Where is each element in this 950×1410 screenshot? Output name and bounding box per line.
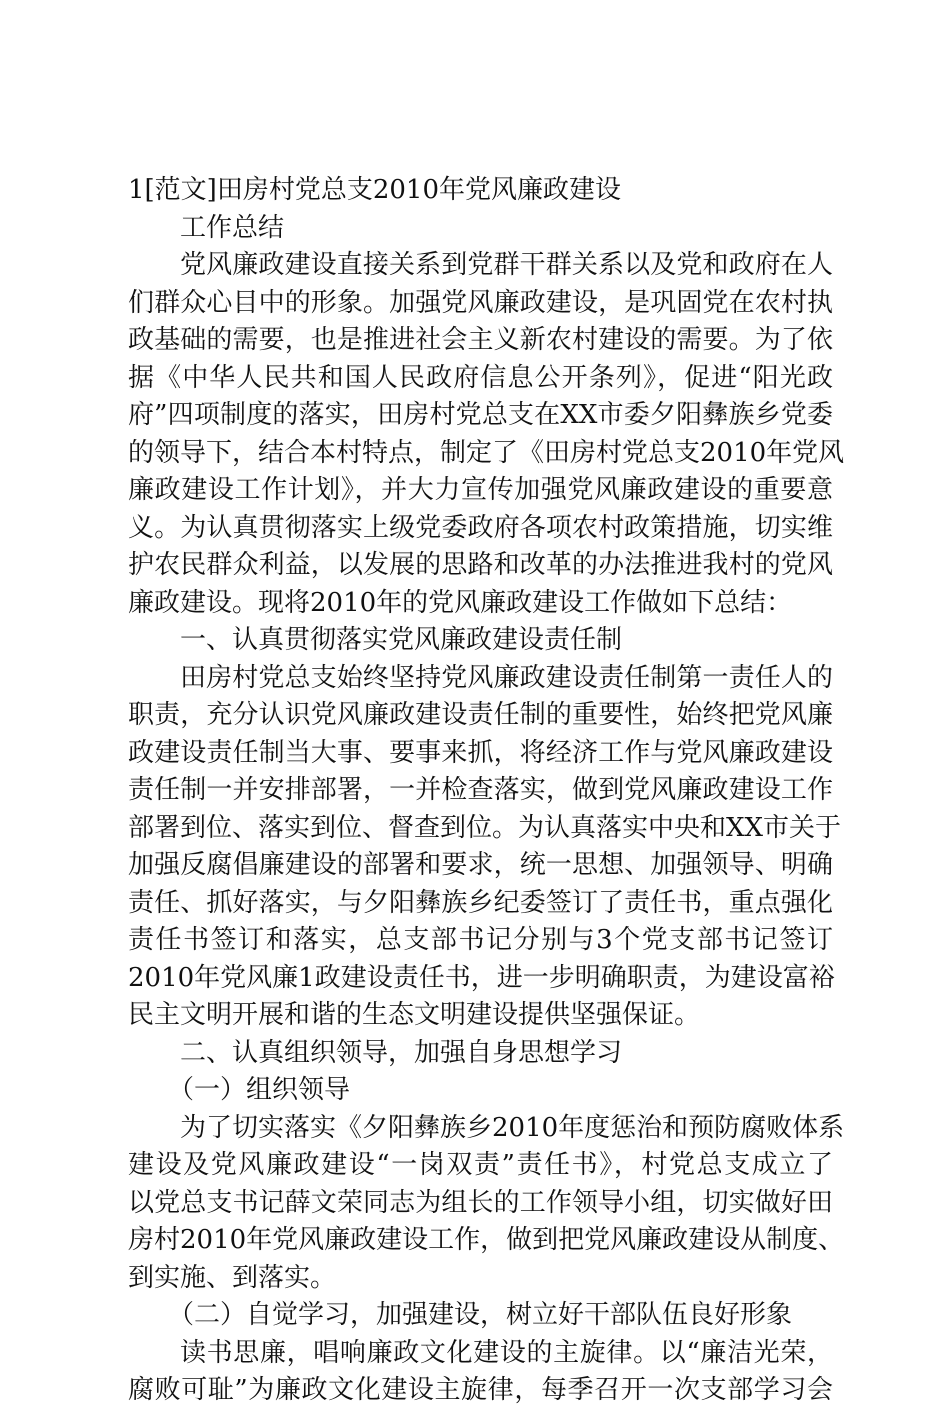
intro-paragraph	[128, 247, 845, 622]
paragraph-line: 护农民群众利益，以发展的思路和改革的办法推进我村的党风	[128, 550, 833, 580]
document-page	[128, 172, 845, 1410]
subsection2-paragraph	[128, 1335, 833, 1410]
paragraph-line: 党风廉政建设直接关系到党群干群关系以及党和政府在人	[180, 250, 833, 280]
paragraph-line: 到实施、到落实。	[128, 1262, 337, 1293]
paragraph-line: 的领导下，结合本村特点，制定了《田房村党总支2010年党风	[128, 437, 845, 468]
paragraph-line: 责任书签订和落实，总支部书记分别与3个党支部书记签订	[128, 925, 833, 955]
section-heading: 二、认真组织领导，加强自身思想学习	[180, 1037, 623, 1068]
section1-paragraph	[128, 660, 842, 1035]
paragraph-line: 为了切实落实《夕阳彝族乡2010年度惩治和预防腐败体系	[180, 1112, 845, 1143]
paragraph-line: 政基础的需要，也是推进社会主义新农村建设的需要。为了依	[128, 325, 833, 355]
paragraph-line: 们群众心目中的形象。加强党风廉政建设，是巩固党在农村执	[128, 287, 833, 318]
paragraph-line: 政建设责任制当大事、要事来抓，将经济工作与党风廉政建设	[128, 737, 833, 768]
subsection-heading: （二）自觉学习，加强建设，树立好干部队伍良好形象	[168, 1300, 793, 1330]
paragraph-line: 2010年党风廉1政建设责任书，进一步明确职责，为建设富裕	[128, 962, 835, 993]
paragraph-line: 以党总支书记薛文荣同志为组长的工作领导小组，切实做好田	[128, 1187, 833, 1218]
paragraph-line: 房村2010年党风廉政建设工作，做到把党风廉政建设从制度、	[128, 1225, 845, 1255]
paragraph-line: 府”四项制度的落实，田房村党总支在XX市委夕阳彝族乡党委	[128, 400, 833, 430]
subsection-heading: （一）组织领导	[168, 1075, 351, 1105]
paragraph-line: 职责，充分认识党风廉政建设责任制的重要性，始终把党风廉	[128, 700, 833, 730]
paragraph-line: 责任、抓好落实，与夕阳彝族乡纪委签订了责任书，重点强化	[128, 887, 833, 918]
paragraph-line: 民主文明开展和谐的生态文明建设提供坚强保证。	[128, 1000, 701, 1030]
paragraph-line: 廉政建设工作计划》，并大力宣传加强党风廉政建设的重要意	[128, 475, 833, 505]
paragraph-line: 田房村党总支始终坚持党风廉政建设责任制第一责任人的	[180, 662, 833, 693]
paragraph-line: 加强反腐倡廉建设的部署和要求，统一思想、加强领导、明确	[128, 850, 833, 880]
document-title-continued: 工作总结	[180, 212, 285, 243]
paragraph-line: 廉政建设。现将2010年的党风廉政建设工作做如下总结：	[128, 587, 793, 618]
paragraph-line: 建设及党风廉政建设“一岗双责”责任书》，村党总支成立了	[128, 1150, 833, 1180]
document-title: 1[范文]田房村党总支2010年党风廉政建设	[128, 175, 621, 205]
paragraph-line: 读书思廉，唱响廉政文化建设的主旋律。以“廉洁光荣，	[180, 1337, 833, 1368]
paragraph-line: 据《中华人民共和国人民政府信息公开条列》，促进“阳光政	[128, 362, 833, 393]
paragraph-line: 义。为认真贯彻落实上级党委政府各项农村政策措施，切实维	[128, 512, 833, 543]
section-heading: 一、认真贯彻落实党风廉政建设责任制	[180, 625, 623, 655]
paragraph-line: 责任制一并安排部署，一并检查落实，做到党风廉政建设工作	[128, 775, 833, 805]
subsection1-paragraph	[128, 1110, 845, 1298]
paragraph-line: 腐败可耻”为廉政文化建设主旋律，每季召开一次支部学习会	[128, 1375, 833, 1405]
paragraph-line: 部署到位、落实到位、督查到位。为认真落实中央和XX市关于	[128, 812, 842, 843]
